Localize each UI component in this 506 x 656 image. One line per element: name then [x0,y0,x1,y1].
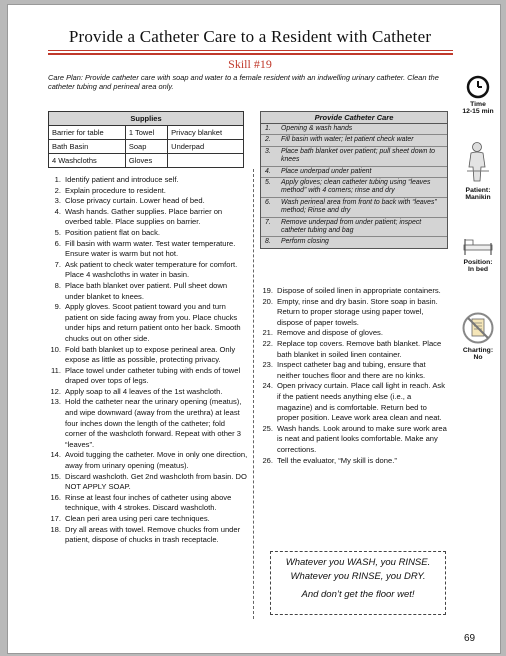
procedure-step [48,493,248,514]
procedure-step [48,345,248,366]
skill-number: Skill #19 [228,57,272,71]
table-row [49,140,244,154]
summary-step [261,237,447,247]
summary-step-number: 7. [265,218,271,226]
step-text: Dispose of soiled linen in appropriate containers. [277,286,441,295]
summary-step-number: 4. [265,167,271,175]
procedure-step [48,260,248,281]
patient-figure-icon [461,141,495,185]
reminder-line-2: Whatever you RINSE, you DRY. [290,571,426,582]
procedure-steps-right [260,286,448,466]
supply-cell: Privacy blanket [168,126,244,140]
step-text: Tell the evaluator, “My skill is done.” [277,455,397,465]
step-number: 17. [50,514,61,523]
table-row [49,126,244,140]
step-text: Position patient flat on back. [65,227,160,237]
step-text: Open privacy curtain. Place call light in reach. Ask if the patient needs anything else (i.e., a magazine) and is comfortable. Return bed to proper position. Leave work area clean and neat. [277,381,445,423]
summary-step-text: Remove underpad from under patient; inspect catheter tubing and bag [281,218,422,235]
step-number: 6. [54,238,61,248]
procedure-step [260,360,448,381]
summary-step-number: 2. [265,136,271,144]
step-number: 1. [54,175,61,184]
procedure-step [260,328,448,339]
step-text: Fold bath blanket up to expose perineal area. Only expose as little as possible, protecting privacy. [65,344,236,365]
procedure-step [48,207,248,228]
position-info [457,235,499,273]
step-text: Empty, rinse and dry basin. Store soap in basin. Return to proper storage using paper towel, dispose of paper towels. [277,296,438,327]
step-number: 13. [50,397,61,407]
summary-step-number: 6. [265,198,271,206]
step-number: 9. [54,302,61,312]
column-divider [253,169,254,619]
summary-step [261,198,447,218]
procedure-step [260,297,448,329]
document-page [7,4,501,654]
procedure-step [260,456,448,467]
summary-step-text: Place underpad under patient [281,167,372,175]
procedure-step [48,450,248,471]
step-number: 11. [51,365,61,375]
supply-cell: Underpad [168,140,244,154]
page-title: Provide a Catheter Care to a Resident with Catheter [68,27,432,46]
step-number: 23. [262,360,273,370]
step-number: 25. [262,423,273,433]
step-text: Ask patient to check water temperature for comfort. Place 4 washcloths in water in basin. [65,259,238,280]
procedure-step [260,381,448,423]
step-number: 16. [50,492,61,502]
step-text: Dry all areas with towel. Remove chucks from under patient, dispose of chucks in trash receptacle. [65,524,241,545]
step-text: Discard washcloth. Get 2nd washcloth from basin. DO NOT APPLY SOAP. [65,471,247,492]
reminder-box [270,551,446,615]
table-row [49,154,244,168]
step-number: 22. [262,338,273,348]
summary-step [261,218,447,238]
title-rule-bottom [48,53,453,55]
summary-step [261,178,447,198]
step-text: Hold the catheter near the urinary opening (meatus), and wipe downward (away from the urethra) at least four inches down the length of the catheter; fold corner of the washcloth forward. Repeat with other 3 “leaves”. [65,397,242,449]
procedure-step [48,228,248,239]
step-number: 15. [50,471,61,481]
reminder-line-3: And don’t get the floor wet! [301,589,415,600]
procedure-steps-left [48,175,248,546]
supply-cell: Bath Basin [49,140,126,154]
supplies-header: Supplies [49,112,244,126]
step-text: Place bath blanket over patient. Pull sheet down under blanket to knees. [65,280,228,301]
summary-step-text: Perform closing [281,238,329,246]
summary-step-text: Wash perineal area from front to back with “leaves” method; Rinse and dry [281,198,437,215]
procedure-step [260,424,448,456]
summary-step [261,135,447,146]
procedure-step [48,302,248,344]
supplies-table [48,111,244,168]
procedure-step [48,387,248,398]
step-number: 7. [54,259,61,269]
summary-step-number: 8. [265,238,271,246]
procedure-step [48,472,248,493]
step-number: 2. [54,185,61,195]
step-number: 5. [54,227,61,237]
step-text: Wash hands. Look around to make sure work area is neat and patient looks comfortable. Make any corrections. [277,423,447,454]
procedure-step [48,186,248,197]
patient-info [457,141,499,201]
procedure-step [48,525,248,546]
procedure-step [48,397,248,450]
provide-care-summary-box [260,111,448,249]
summary-step [261,147,447,167]
step-text: Rinse at least four inches of catheter using above technique, with 4 strokes. Discard washcloth. [65,492,232,513]
step-text: Wash hands. Gather supplies. Place barrier on overbed table. Place supplies on barrier. [65,206,223,227]
step-number: 18. [50,524,61,534]
step-number: 20. [262,296,273,306]
summary-step-text: Fill basin with water; let patient check water [281,136,414,144]
procedure-step [260,286,448,297]
step-number: 26. [262,455,273,465]
summary-step-text: Opening & wash hands [281,125,353,132]
charting-info [457,311,499,361]
step-text: Replace top covers. Remove bath blanket. Place bath blanket in soiled linen container. [277,338,442,359]
step-number: 4. [54,206,61,216]
step-number: 10. [50,344,61,354]
supply-cell [168,154,244,168]
time-label: Time [470,101,486,108]
summary-step-number: 5. [265,179,271,187]
supply-cell: Soap [125,140,167,154]
step-text: Close privacy curtain. Lower head of bed. [65,196,205,206]
step-text: Remove and dispose of gloves. [277,328,383,338]
step-text: Identify patient and introduce self. [65,175,179,184]
step-text: Apply soap to all 4 leaves of the 1st washcloth. [65,386,223,396]
step-number: 14. [50,450,61,460]
step-number: 24. [262,381,273,391]
step-text: Explain procedure to resident. [65,185,166,195]
supply-cell: 1 Towel [125,126,167,140]
supply-cell: 4 Washcloths [49,154,126,168]
position-value: In bed [467,266,488,273]
reminder-line-1: Whatever you WASH, you RINSE. [285,557,431,568]
procedure-step [48,366,248,387]
care-plan: Care Plan: Provide catheter care with soap and water to a female resident with an indwelling urinary catheter. Clean the catheter tubing and perineal area only. [48,73,439,91]
summary-step-text: Apply gloves; clean catheter tubing using “leaves method” with 4 corners; rinse and dry [281,179,431,195]
step-text: Apply gloves. Scoot patient toward you and turn patient on side facing away from you. Place chucks under hips and return patient onto her back. Smooth chucks out on other side. [65,302,241,343]
summary-step [261,167,447,178]
step-text: Place towel under catheter tubing with ends of towel draped over tops of legs. [65,365,241,386]
provide-care-header: Provide Catheter Care [261,112,447,124]
procedure-step [48,514,248,525]
step-number: 21. [262,328,273,338]
step-number: 12. [50,386,61,396]
charting-value: No [473,354,483,361]
procedure-step [48,196,248,207]
procedure-step [48,239,248,260]
procedure-step [48,175,248,186]
summary-step-number: 3. [265,147,271,155]
step-text: Inspect catheter bag and tubing, ensure that neither touches floor and there are no kinks. [277,360,426,380]
step-number: 8. [54,280,61,290]
clock-icon [466,75,490,99]
step-text: Clean peri area using peri care techniques. [65,514,210,523]
supply-cell: Barrier for table [49,126,126,140]
step-text: Fill basin with warm water. Test water temperature. Ensure water is warm but not hot. [65,238,236,259]
step-text: Avoid tugging the catheter. Move in only one direction, away from urinary opening (meatus). [65,450,248,471]
position-label: Position: [463,259,493,266]
step-number: 19. [262,286,273,295]
procedure-step [260,339,448,360]
summary-step-text: Place bath blanket over patient; pull sheet down to knees [281,147,435,164]
page-number: 69 [464,633,476,644]
no-charting-icon [461,311,495,345]
step-number: 3. [54,196,61,206]
summary-step [261,124,447,135]
charting-label: Charting: [462,347,494,354]
supply-cell: Gloves [125,154,167,168]
patient-value: Manikin [465,194,491,201]
patient-label: Patient: [465,187,491,194]
time-info [457,75,499,115]
bed-icon [461,235,495,257]
summary-step-number: 1. [265,125,271,132]
title-rule-top [48,50,453,51]
procedure-step [48,281,248,302]
time-value: 12-15 min [462,108,494,115]
